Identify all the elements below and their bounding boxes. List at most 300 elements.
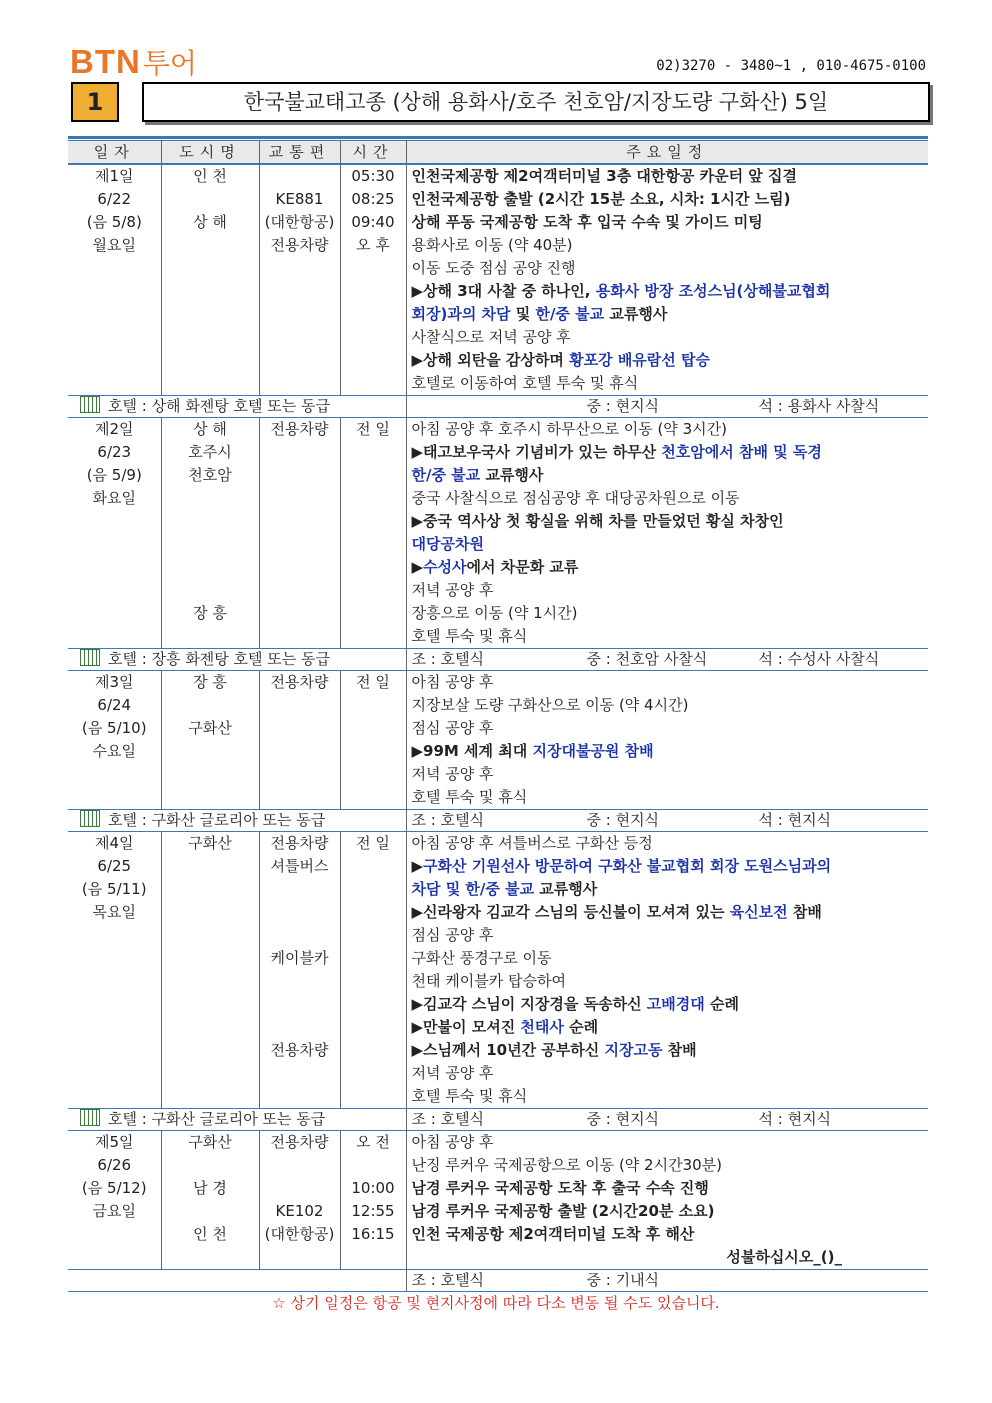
plan-segment: 사찰식으로 저녁 공양 후 [411, 328, 571, 346]
day-date-line [68, 924, 161, 947]
day-transport-line [260, 280, 340, 303]
day-date [68, 1131, 161, 1270]
day-date-line [68, 579, 161, 602]
plan-segment: 에서 차문화 교류 [466, 558, 579, 576]
day-time-line [341, 257, 406, 280]
plan-segment: 천호암에서 참배 및 독경 [661, 443, 822, 461]
plan-line [412, 579, 929, 602]
day-date [68, 164, 161, 396]
day-time-line: 10:00 [351, 1179, 395, 1197]
day-city-line [162, 993, 259, 1016]
day-transport-line [260, 372, 340, 395]
day-time-line [341, 625, 406, 648]
day-transport-line [260, 257, 340, 280]
meal-lunch: 중 : 현지식 [586, 397, 660, 415]
day-city-line [162, 487, 259, 510]
day-row [68, 418, 928, 649]
day-transport-line [260, 1085, 340, 1108]
day-time-line [341, 487, 406, 510]
day-time-line: 08:25 [351, 190, 395, 208]
day-time [340, 832, 406, 1109]
day-city-line [162, 694, 259, 717]
plan-segment: 구화산 풍경구로 이동 [411, 949, 552, 967]
hotel-info [68, 649, 406, 671]
day-city-line: 구화산 [188, 719, 232, 737]
day-time [340, 164, 406, 396]
day-date-line [68, 947, 161, 970]
day-date-line: 수요일 [92, 742, 136, 760]
meal-dinner: 석 : 용화사 사찰식 [758, 397, 880, 415]
plan-segment: 점심 공양 후 [411, 926, 494, 944]
meal-dinner: 석 : 수성사 사찰식 [758, 650, 880, 668]
day-city [161, 1131, 259, 1270]
plan-segment: 황포강 배유람선 탑승 [569, 351, 710, 369]
plan-segment: 수성사 [423, 558, 467, 576]
day-date-line [68, 303, 161, 326]
day-transport-line [260, 349, 340, 372]
day-time-line [341, 1085, 406, 1108]
day-date-line [68, 1085, 161, 1108]
plan-segment: 인천국제공항 출발 (2시간 15분 소요, 시차: 1시간 느림) [411, 190, 791, 208]
day-time-line: 12:55 [351, 1202, 395, 1220]
day-date-line [68, 970, 161, 993]
day-city-line [162, 855, 259, 878]
meals-info [406, 1109, 928, 1131]
day-city [161, 164, 259, 396]
meal-lunch: 중 : 현지식 [586, 811, 660, 829]
plan-segment: 교류행사 [480, 466, 544, 484]
day-time-line [341, 878, 406, 901]
plan-line [412, 671, 929, 694]
tour-number-badge: 1 [71, 82, 119, 122]
day-transport-line [260, 901, 340, 924]
day-city-line [162, 1062, 259, 1085]
btn-tour-logo [70, 42, 197, 82]
plan-segment: ▶만불이 모셔진 [411, 1018, 521, 1036]
day-transport-line: 전용차량 [270, 1133, 329, 1151]
day-time-line: 전 일 [356, 834, 390, 852]
plan-segment: ▶중국 역사상 첫 황실을 위해 차를 만들었던 황실 차창인 [411, 512, 784, 530]
plan-line [412, 1154, 929, 1177]
day-transport-line: 전용차량 [270, 420, 329, 438]
hotel-building-icon [80, 1109, 100, 1126]
plan-segment: 용화사로 이동 (약 40분) [411, 236, 573, 254]
day-transport-line: 전용차량 [270, 236, 329, 254]
day-city-line: 호주시 [188, 443, 232, 461]
day-city-line [162, 1016, 259, 1039]
plan-line [412, 993, 929, 1016]
plan-segment: 한/중 불교 [535, 305, 605, 323]
day-city-line [162, 901, 259, 924]
plan-segment: 아침 공양 후 [411, 1133, 494, 1151]
day-city-line [162, 970, 259, 993]
day-time-line [341, 694, 406, 717]
plan-line [412, 901, 929, 924]
day-time-line: 16:15 [351, 1225, 395, 1243]
day-time [340, 418, 406, 649]
day-date-line [68, 1062, 161, 1085]
day-time-line: 오 전 [356, 1133, 390, 1151]
day-time-line: 전 일 [356, 673, 390, 691]
day-city-line [162, 1246, 259, 1269]
hotel-info [68, 1270, 406, 1292]
day-transport [259, 832, 340, 1109]
day-transport-line [260, 993, 340, 1016]
day-transport-line [260, 717, 340, 740]
day-city-line [162, 1085, 259, 1108]
day-time-line [341, 993, 406, 1016]
day-time-line [341, 326, 406, 349]
plan-segment: 천태 케이블카 탑승하여 [411, 972, 566, 990]
day-transport-line: 전용차량 [270, 1041, 329, 1059]
day-transport-line [260, 625, 340, 648]
day-city-line [162, 1200, 259, 1223]
day-transport-line [260, 602, 340, 625]
day-transport-line: KE102 [275, 1202, 324, 1220]
day-transport-line [260, 441, 340, 464]
plan-segment: 육신보전 [729, 903, 788, 921]
plan-segment: 아침 공양 후 호주시 하무산으로 이동 (약 3시간) [411, 420, 727, 438]
hotel-row [68, 1270, 928, 1292]
day-city-line [162, 924, 259, 947]
day-city [161, 418, 259, 649]
day-time-line: 전 일 [356, 420, 390, 438]
day-plan [406, 1131, 928, 1270]
plan-line [412, 234, 929, 257]
plan-line [412, 326, 929, 349]
day-city-line: 장 흥 [193, 604, 227, 622]
day-time-line [341, 280, 406, 303]
meal-dinner: 석 : 현지식 [758, 811, 832, 829]
day-time-line [341, 947, 406, 970]
itinerary-table [68, 140, 928, 1292]
day-city-line [162, 763, 259, 786]
plan-segment: 대당공차원 [411, 535, 484, 553]
plan-line [412, 970, 929, 993]
day-time-line [341, 1154, 406, 1177]
day-time-line [341, 349, 406, 372]
day-city-line [162, 878, 259, 901]
day-date-line: 제5일 [94, 1133, 134, 1151]
day-city-line: 장 흥 [193, 673, 227, 691]
day-city-line [162, 188, 259, 211]
logo-tour-text: 투어 [142, 48, 197, 79]
day-row [68, 832, 928, 1109]
hotel-row [68, 396, 928, 418]
plan-segment: 참배 [787, 903, 822, 921]
plan-line [412, 740, 929, 763]
day-date-line [68, 372, 161, 395]
hotel-name: 호텔 : 구화산 글로리아 또는 동급 [108, 1110, 326, 1128]
day-transport-line [260, 487, 340, 510]
day-time-line [341, 970, 406, 993]
hotel-name: 호텔 : 구화산 글로리아 또는 동급 [108, 811, 326, 829]
day-transport-line [260, 1246, 340, 1269]
meal-breakfast: 조 : 호텔식 [411, 1110, 485, 1128]
hotel-building-icon [80, 810, 100, 827]
day-transport-line [260, 786, 340, 809]
day-date-line: 6/22 [97, 190, 132, 208]
day-city [161, 671, 259, 810]
day-time-line [341, 579, 406, 602]
day-transport [259, 1131, 340, 1270]
meals-info [406, 1270, 928, 1292]
day-time-line [341, 763, 406, 786]
day-transport-line [260, 1062, 340, 1085]
plan-line [412, 165, 929, 188]
day-date-line: 목요일 [92, 903, 136, 921]
day-plan [406, 832, 928, 1109]
meal-lunch: 중 : 현지식 [586, 1110, 660, 1128]
day-date-line: 6/25 [97, 857, 132, 875]
day-transport-line: (대한항공) [264, 213, 335, 231]
day-date-line [68, 280, 161, 303]
day-date-line [68, 533, 161, 556]
plan-segment: 용화사 방장 조성스님(상해불교협회 [595, 282, 831, 300]
plan-segment: 고배경대 [646, 995, 705, 1013]
day-time-line [341, 1062, 406, 1085]
plan-line [412, 625, 929, 648]
plan-segment: ▶ [411, 558, 424, 576]
day-transport-line [260, 1154, 340, 1177]
plan-segment: 지장보살 도량 구화산으로 이동 (약 4시간) [411, 696, 689, 714]
day-city-line [162, 579, 259, 602]
day-time [340, 671, 406, 810]
meals-info [406, 396, 928, 418]
top-rule [68, 136, 928, 139]
day-city-line [162, 1039, 259, 1062]
day-time-line [341, 855, 406, 878]
plan-segment: 상해 푸동 국제공항 도착 후 입국 수속 및 가이드 미팅 [411, 213, 763, 231]
day-time-line [341, 372, 406, 395]
day-transport-line [260, 740, 340, 763]
day-date-line [68, 349, 161, 372]
day-plan [406, 164, 928, 396]
plan-segment: 저녁 공양 후 [411, 581, 494, 599]
plan-segment: ▶김교각 스님이 지장경을 독송하신 [411, 995, 647, 1013]
day-date-line [68, 602, 161, 625]
plan-segment: ▶ [411, 857, 424, 875]
plan-line [412, 418, 929, 441]
day-transport-line [260, 970, 340, 993]
day-time-line [341, 924, 406, 947]
plan-line [412, 1062, 929, 1085]
day-plan [406, 418, 928, 649]
plan-segment: 및 [510, 305, 536, 323]
day-date-line: 월요일 [92, 236, 136, 254]
plan-line [412, 1016, 929, 1039]
day-transport-line [260, 1016, 340, 1039]
plan-line [412, 602, 929, 625]
day-city-line [162, 786, 259, 809]
day-date [68, 671, 161, 810]
plan-line [412, 878, 929, 901]
meal-breakfast: 조 : 호텔식 [411, 1271, 485, 1289]
day-date-line [68, 1039, 161, 1062]
day-transport-line [260, 326, 340, 349]
plan-segment: ▶상해 3대 사찰 중 하나인, [411, 282, 596, 300]
plan-segment: 난징 루커우 국제공항으로 이동 (약 2시간30분) [411, 1156, 723, 1174]
day-date-line: (음 5/9) [86, 466, 142, 484]
logo-btn-text: BTN [70, 43, 141, 80]
day-time-line [341, 717, 406, 740]
day-date-line: 6/24 [97, 696, 132, 714]
plan-segment: ▶스님께서 10년간 공부하신 [411, 1041, 605, 1059]
meal-breakfast [412, 396, 587, 417]
plan-segment: 장흥으로 이동 (약 1시간) [411, 604, 578, 622]
day-city-line [162, 556, 259, 579]
day-city-line [162, 280, 259, 303]
header-city: 도시명 [161, 141, 259, 165]
day-date [68, 418, 161, 649]
day-city [161, 832, 259, 1109]
day-city-line: 인 천 [193, 167, 227, 185]
day-city-line [162, 372, 259, 395]
day-date-line: 제2일 [94, 420, 134, 438]
meals-info [406, 649, 928, 671]
day-transport [259, 164, 340, 396]
plan-line [412, 188, 929, 211]
day-transport-line [260, 464, 340, 487]
day-transport-line: 전용차량 [270, 834, 329, 852]
plan-line [412, 510, 929, 533]
itinerary-body [68, 164, 928, 1292]
plan-line [412, 349, 929, 372]
plan-line [412, 441, 929, 464]
day-time-line: 05:30 [351, 167, 395, 185]
day-transport-line [260, 694, 340, 717]
header-schedule: 주요일정 [406, 141, 928, 165]
day-date-line: (음 5/8) [86, 213, 142, 231]
hotel-row [68, 1109, 928, 1131]
day-time-line [341, 556, 406, 579]
plan-line [412, 487, 929, 510]
day-date-line: (음 5/10) [81, 719, 147, 737]
day-city-line [162, 326, 259, 349]
hotel-info [68, 1109, 406, 1131]
hotel-row [68, 810, 928, 832]
plan-segment: 천태사 [520, 1018, 564, 1036]
day-date-line: 6/26 [97, 1156, 132, 1174]
hotel-building-icon [80, 649, 100, 666]
day-time-line [341, 464, 406, 487]
day-city-line [162, 303, 259, 326]
day-time-line [341, 303, 406, 326]
plan-segment: 구화산 기원선사 방문하여 구화산 불교협회 회장 도원스님과의 [423, 857, 832, 875]
plan-segment: ▶상해 외탄을 감상하며 [411, 351, 570, 369]
day-date-line [68, 1016, 161, 1039]
meal-dinner: 석 : 현지식 [758, 1110, 832, 1128]
plan-line [412, 211, 929, 234]
plan-segment: 교류행사 [534, 880, 598, 898]
plan-segment: ▶신라왕자 김교각 스님의 등신불이 모셔져 있는 [411, 903, 730, 921]
plan-line [412, 533, 929, 556]
hotel-building-icon [80, 396, 100, 413]
plan-segment: 중국 사찰식으로 점심공양 후 대당공차원으로 이동 [411, 489, 740, 507]
plan-segment: 점심 공양 후 [411, 719, 494, 737]
plan-line [412, 1039, 929, 1062]
plan-line [412, 786, 929, 809]
day-date-line [68, 326, 161, 349]
plan-segment: 지장고동 [604, 1041, 663, 1059]
day-city-line [162, 1154, 259, 1177]
day-time [340, 1131, 406, 1270]
day-date-line: 제3일 [94, 673, 134, 691]
plan-segment: 호텔 투숙 및 휴식 [411, 627, 528, 645]
plan-segment: 지장대불공원 참배 [532, 742, 654, 760]
day-transport-line [260, 878, 340, 901]
day-date-line [68, 993, 161, 1016]
plan-line [412, 832, 929, 855]
day-transport-line [260, 165, 340, 188]
day-transport-line [260, 533, 340, 556]
day-row [68, 164, 928, 396]
meal-breakfast: 조 : 호텔식 [411, 811, 485, 829]
day-time-line [341, 1246, 406, 1269]
day-time-line [341, 901, 406, 924]
meals-info [406, 810, 928, 832]
day-city-line: 천호암 [188, 466, 232, 484]
day-time-line [341, 533, 406, 556]
plan-segment: 저녁 공양 후 [411, 1064, 494, 1082]
day-time-line [341, 602, 406, 625]
day-row [68, 1131, 928, 1270]
plan-segment: 회장)과의 차담 [411, 305, 511, 323]
table-header-row [68, 141, 928, 165]
tour-title: 한국불교태고종 (상해 용화사/호주 천호암/지장도량 구화산) 5일 [142, 82, 930, 122]
day-city-line [162, 257, 259, 280]
meal-dinner [759, 1270, 919, 1291]
plan-line [412, 464, 929, 487]
meal-breakfast: 조 : 호텔식 [411, 650, 485, 668]
day-time-line [341, 740, 406, 763]
day-city-line: 구화산 [188, 1133, 232, 1151]
day-plan [406, 671, 928, 810]
day-transport-line [260, 303, 340, 326]
plan-segment: 호텔 투숙 및 휴식 [411, 1087, 528, 1105]
day-city-line [162, 510, 259, 533]
plan-segment: 인천국제공항 제2여객터미널 3층 대한항공 카운터 앞 집결 [411, 167, 797, 185]
schedule-change-notice: ☆ 상기 일정은 항공 및 현지사정에 따라 다소 변동 될 수도 있습니다. [272, 1294, 720, 1312]
header-time: 시간 [340, 141, 406, 165]
day-date-line [68, 556, 161, 579]
day-city-line [162, 625, 259, 648]
day-transport-line [260, 579, 340, 602]
hotel-name: 호텔 : 상해 화젠탕 호텔 또는 동급 [108, 397, 331, 415]
day-date-line [68, 1246, 161, 1269]
plan-line [412, 855, 929, 878]
day-transport [259, 418, 340, 649]
meal-lunch: 중 : 천호암 사찰식 [586, 650, 708, 668]
hotel-row [68, 649, 928, 671]
day-city-line: 인 천 [193, 1225, 227, 1243]
day-row [68, 671, 928, 810]
plan-line [412, 257, 929, 280]
day-date-line: (음 5/11) [81, 880, 147, 898]
day-date-line [68, 1223, 161, 1246]
day-time-line [341, 510, 406, 533]
day-transport-line [260, 556, 340, 579]
plan-segment: 순례 [563, 1018, 599, 1036]
plan-line [412, 1085, 929, 1108]
plan-segment: 호텔로 이동하여 호텔 투숙 및 휴식 [411, 374, 639, 392]
plan-segment: 인천 국제공항 제2여객터미널 도착 후 해산 [411, 1225, 695, 1243]
day-city-line [162, 234, 259, 257]
day-date-line [68, 786, 161, 809]
plan-line [412, 947, 929, 970]
day-transport-line: 전용차량 [270, 673, 329, 691]
contact-phone: 02)3270 - 3480~1 , 010-4675-0100 [656, 58, 926, 74]
